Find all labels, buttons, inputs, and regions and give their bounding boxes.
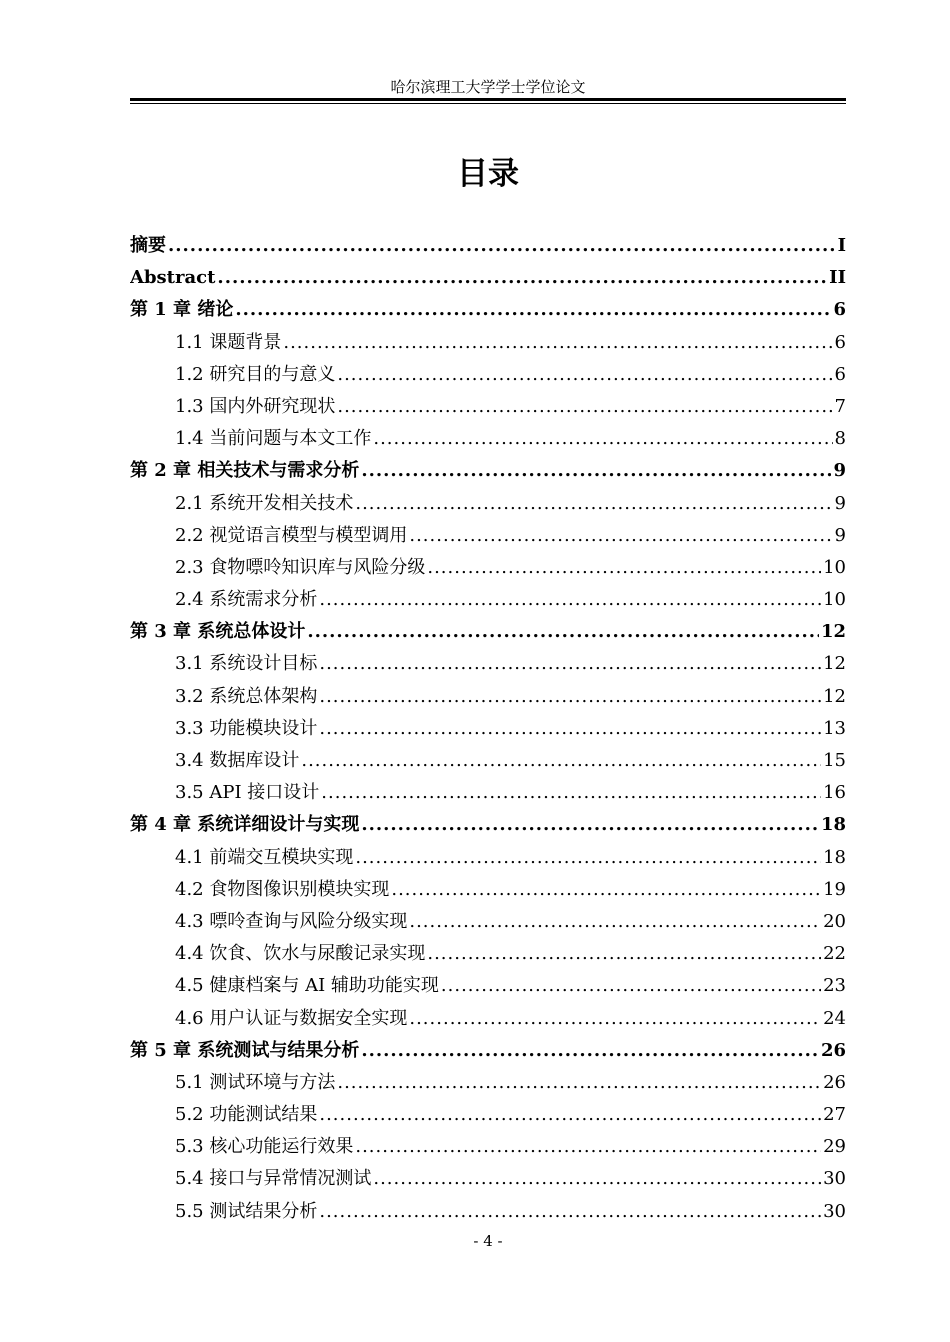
toc-dot-leader bbox=[319, 1196, 821, 1228]
toc-dot-leader bbox=[361, 455, 831, 487]
toc-entry-label: 1.4 当前问题与本文工作 bbox=[175, 428, 372, 450]
toc-dot-leader bbox=[337, 391, 832, 423]
toc-section-entry[interactable] bbox=[130, 1099, 846, 1131]
toc-dot-leader bbox=[217, 262, 827, 294]
toc-section-entry[interactable] bbox=[130, 1003, 846, 1035]
toc-section-entry[interactable] bbox=[130, 1067, 846, 1099]
toc-entry-page-number: 26 bbox=[820, 1039, 846, 1061]
toc-section-entry[interactable] bbox=[130, 874, 846, 906]
toc-dot-leader bbox=[427, 552, 821, 584]
toc-entry-label: 5.3 核心功能运行效果 bbox=[175, 1136, 354, 1158]
toc-section-entry[interactable] bbox=[130, 842, 846, 874]
toc-entry-label: 3.5 API 接口设计 bbox=[175, 782, 320, 804]
toc-entry-label: 1.3 国内外研究现状 bbox=[175, 395, 336, 417]
toc-entry-label: 第 3 章 系统总体设计 bbox=[130, 621, 306, 643]
toc-entry-label: 1.1 课题背景 bbox=[175, 331, 282, 353]
toc-chapter-entry[interactable] bbox=[130, 230, 846, 262]
toc-section-entry[interactable] bbox=[130, 359, 846, 391]
toc-entry-page-number: 6 bbox=[833, 299, 846, 321]
toc-entry-page-number: 12 bbox=[823, 653, 846, 675]
toc-section-entry[interactable] bbox=[130, 584, 846, 616]
toc-chapter-entry[interactable] bbox=[130, 1035, 846, 1067]
toc-entry-page-number: 30 bbox=[823, 1168, 846, 1190]
toc-entry-label: 摘要 bbox=[130, 235, 166, 256]
toc-entry-label: 4.5 健康档案与 AI 辅助功能实现 bbox=[175, 975, 439, 997]
toc-entry-label: 5.4 接口与异常情况测试 bbox=[175, 1168, 372, 1190]
toc-entry-page-number: 16 bbox=[823, 782, 846, 804]
toc-section-entry[interactable] bbox=[130, 391, 846, 423]
toc-dot-leader bbox=[321, 777, 821, 809]
toc-entry-page-number: 6 bbox=[834, 363, 846, 385]
toc-section-entry[interactable] bbox=[130, 713, 846, 745]
toc-entry-page-number: 23 bbox=[823, 975, 846, 997]
toc-dot-leader bbox=[355, 488, 832, 520]
toc-entry-page-number: 30 bbox=[823, 1200, 846, 1222]
toc-dot-leader bbox=[391, 874, 821, 906]
toc-section-entry[interactable] bbox=[130, 681, 846, 713]
toc-dot-leader bbox=[235, 294, 831, 326]
toc-chapter-entry[interactable] bbox=[130, 616, 846, 648]
toc-entry-label: 3.1 系统设计目标 bbox=[175, 653, 318, 675]
toc-entry-page-number: 12 bbox=[820, 621, 846, 643]
toc-section-entry[interactable] bbox=[130, 1196, 846, 1228]
toc-dot-leader bbox=[409, 1003, 821, 1035]
toc-entry-page-number: 18 bbox=[820, 814, 846, 836]
toc-entry-label: 1.2 研究目的与意义 bbox=[175, 363, 336, 385]
toc-entry-page-number: 20 bbox=[823, 910, 846, 932]
toc-entry-label: 4.2 食物图像识别模块实现 bbox=[175, 878, 390, 900]
toc-entry-page-number: 13 bbox=[823, 717, 846, 739]
toc-section-entry[interactable] bbox=[130, 1163, 846, 1195]
toc-dot-leader bbox=[337, 359, 832, 391]
toc-section-entry[interactable] bbox=[130, 1131, 846, 1163]
toc-dot-leader bbox=[441, 970, 821, 1002]
header-rule-thin bbox=[130, 103, 846, 104]
toc-section-entry[interactable] bbox=[130, 745, 846, 777]
toc-dot-leader bbox=[355, 1131, 821, 1163]
toc-section-entry[interactable] bbox=[130, 488, 846, 520]
toc-entry-label: 2.2 视觉语言模型与模型调用 bbox=[175, 524, 408, 546]
table-of-contents bbox=[130, 230, 846, 1228]
toc-dot-leader bbox=[319, 584, 821, 616]
toc-entry-page-number: 24 bbox=[823, 1007, 846, 1029]
page-number: - 4 - bbox=[473, 1232, 503, 1250]
toc-entry-label: 第 4 章 系统详细设计与实现 bbox=[130, 814, 360, 836]
toc-entry-label: 3.3 功能模块设计 bbox=[175, 717, 318, 739]
toc-dot-leader bbox=[373, 423, 832, 455]
toc-entry-page-number: 18 bbox=[823, 846, 846, 868]
toc-chapter-entry[interactable] bbox=[130, 262, 846, 294]
toc-section-entry[interactable] bbox=[130, 777, 846, 809]
toc-entry-page-number: 15 bbox=[823, 750, 846, 771]
toc-section-entry[interactable] bbox=[130, 327, 846, 359]
toc-dot-leader bbox=[319, 713, 821, 745]
toc-entry-page-number: 7 bbox=[834, 395, 846, 417]
toc-entry-page-number: 8 bbox=[834, 428, 846, 450]
toc-entry-label: 2.4 系统需求分析 bbox=[175, 589, 318, 611]
toc-entry-label: 4.4 饮食、饮水与尿酸记录实现 bbox=[175, 943, 426, 965]
toc-entry-page-number: I bbox=[837, 235, 846, 256]
toc-entry-label: 第 1 章 绪论 bbox=[130, 299, 234, 321]
toc-dot-leader bbox=[355, 842, 821, 874]
toc-entry-page-number: 12 bbox=[823, 685, 846, 707]
toc-entry-label: 5.2 功能测试结果 bbox=[175, 1104, 318, 1126]
running-header: 哈尔滨理工大学学士学位论文 bbox=[390, 78, 586, 96]
page-title: 目录 bbox=[457, 156, 519, 192]
toc-entry-label: 5.5 测试结果分析 bbox=[175, 1200, 318, 1222]
toc-section-entry[interactable] bbox=[130, 906, 846, 938]
toc-dot-leader bbox=[409, 520, 832, 552]
toc-entry-page-number: 10 bbox=[823, 589, 846, 611]
toc-entry-label: 4.1 前端交互模块实现 bbox=[175, 846, 354, 868]
toc-entry-label: 4.3 嘌呤查询与风险分级实现 bbox=[175, 910, 408, 932]
toc-entry-label: 2.3 食物嘌呤知识库与风险分级 bbox=[175, 556, 426, 578]
toc-entry-label: 4.6 用户认证与数据安全实现 bbox=[175, 1007, 408, 1029]
toc-entry-label: 3.2 系统总体架构 bbox=[175, 685, 318, 707]
toc-entry-page-number: 9 bbox=[833, 460, 846, 482]
toc-chapter-entry[interactable] bbox=[130, 294, 846, 326]
toc-entry-label: 3.4 数据库设计 bbox=[175, 750, 300, 771]
toc-dot-leader bbox=[168, 230, 836, 262]
toc-chapter-entry[interactable] bbox=[130, 455, 846, 487]
toc-entry-page-number: 6 bbox=[834, 331, 846, 353]
toc-dot-leader bbox=[319, 648, 821, 680]
toc-chapter-entry[interactable] bbox=[130, 809, 846, 841]
toc-dot-leader bbox=[337, 1067, 821, 1099]
toc-section-entry[interactable] bbox=[130, 648, 846, 680]
toc-entry-page-number: 19 bbox=[823, 878, 846, 900]
toc-entry-label: 第 2 章 相关技术与需求分析 bbox=[130, 460, 360, 482]
toc-dot-leader bbox=[361, 809, 819, 841]
toc-section-entry[interactable] bbox=[130, 520, 846, 552]
toc-entry-label: Abstract bbox=[130, 267, 216, 289]
toc-dot-leader bbox=[319, 681, 821, 713]
toc-section-entry[interactable] bbox=[130, 970, 846, 1002]
toc-entry-page-number: II bbox=[829, 267, 846, 289]
toc-entry-page-number: 10 bbox=[823, 556, 846, 578]
toc-entry-page-number: 26 bbox=[823, 1071, 846, 1093]
toc-entry-page-number: 29 bbox=[823, 1136, 846, 1158]
toc-entry-label: 2.1 系统开发相关技术 bbox=[175, 492, 354, 514]
toc-entry-label: 第 5 章 系统测试与结果分析 bbox=[130, 1039, 360, 1061]
toc-dot-leader bbox=[301, 745, 821, 777]
toc-dot-leader bbox=[283, 327, 832, 359]
toc-entry-page-number: 9 bbox=[834, 492, 846, 514]
toc-section-entry[interactable] bbox=[130, 423, 846, 455]
toc-dot-leader bbox=[307, 616, 819, 648]
toc-dot-leader bbox=[427, 938, 821, 970]
toc-entry-label: 5.1 测试环境与方法 bbox=[175, 1071, 336, 1093]
toc-section-entry[interactable] bbox=[130, 552, 846, 584]
header-rule-thick bbox=[130, 98, 846, 101]
toc-dot-leader bbox=[373, 1163, 821, 1195]
toc-dot-leader bbox=[319, 1099, 821, 1131]
toc-dot-leader bbox=[409, 906, 821, 938]
toc-dot-leader bbox=[361, 1035, 819, 1067]
toc-entry-page-number: 22 bbox=[823, 943, 846, 965]
toc-entry-page-number: 9 bbox=[834, 524, 846, 546]
toc-section-entry[interactable] bbox=[130, 938, 846, 970]
toc-entry-page-number: 27 bbox=[823, 1104, 846, 1126]
